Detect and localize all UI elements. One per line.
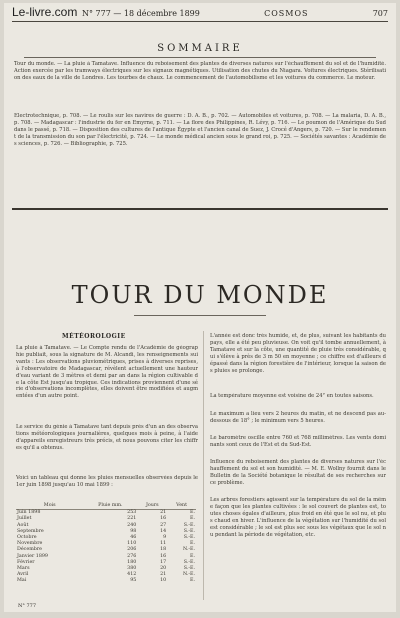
table-cell: S.-E. — [183, 566, 195, 572]
table-cell: E. — [189, 541, 195, 547]
table-cell: 380 — [127, 566, 137, 572]
sommaire-heading: SOMMAIRE — [157, 43, 243, 54]
table-cell: E. — [189, 553, 195, 559]
sommaire-block-2: Électrotechnique, p. 708. — Le roulis sur les navires de guerre : D. A. B., p. 702. — Automobiles et voitures, p. 708. — La malaria, D. A. B., p. 708. — Madagascar : l'industrie du fer en Emyrne, p. 711. — La flore des Philippines, R. Lévy, p. 716. — Le poumon de l'Amérique du Sud dans le passé, p. 718. — Disposition des cultures de l'antique Égypte et l'ancien canal de Suez, J. Crocé d'Angers, p. 720. — Sur le rendement de la transmission du son par l'électricité, p. 724. — Le monde médical ancien sous le grand roi, p. 725. — Sociétés savantes : Académie des sciences, p. 726. — Bibliographie, p. 725. — [14, 113, 386, 147]
meteorology-heading: MÉTÉOROLOGIE — [62, 333, 126, 340]
table-cell: 16 — [160, 516, 167, 522]
rainfall-table — [16, 503, 196, 585]
table-cell: 46 — [130, 535, 137, 541]
table-cell: Mars — [17, 566, 30, 572]
column-divider — [203, 331, 204, 600]
table-cell: S.-E. — [183, 535, 195, 541]
page-number: 707 — [372, 8, 388, 18]
table-cell: N.-E. — [182, 572, 195, 578]
table-cell: Mai — [17, 578, 27, 584]
table-cell: 221 — [127, 516, 137, 522]
table-cell: 98 — [130, 528, 137, 534]
table-cell: 95 — [130, 578, 137, 584]
table-cell: 14 — [160, 528, 167, 534]
scanned-page — [4, 3, 396, 612]
table-cell: 16 — [160, 553, 167, 559]
table-cell: Janvier 1899 — [17, 553, 48, 559]
table-cell: E. — [189, 578, 195, 584]
table-header-cell: Jours — [137, 503, 167, 510]
right-paragraph-5: Influence du reboisement des plantes de diverses natures sur l'échauffement du sol et son humidité. — M. E. Wollny fournit dans le Bulletin de la Société botanique le résultat de ses recherches sur ce problème. — [210, 459, 386, 486]
left-paragraph-2: Le service du génie à Tamatave tant depuis près d'un an des observations météorologiques journalières, quelques mois à peine, à l'aide d'appareils enregistreurs très précis, et nous pouvons citer les chiffres qu'il a obtenus. — [16, 424, 198, 451]
table-cell: Décembre — [17, 547, 42, 553]
left-paragraph-3: Voici un tableau qui donne les pluies mensuelles observées depuis le 1er juin 1898 jusqu'au 10 mai 1899 : — [16, 475, 198, 488]
table-cell: Février — [17, 559, 35, 565]
journal-name: COSMOS — [264, 8, 309, 18]
table-header-cell: Pluie mm. — [83, 503, 137, 510]
table-cell: Novembre — [17, 541, 43, 547]
right-paragraph-3: Le maximum a lieu vers 2 heures du matin, et ne descend pas au-dessous de 18° ; le minimum vers 5 heures. — [210, 411, 386, 424]
sommaire-rule — [24, 57, 376, 58]
table-cell: S.-E. — [183, 522, 195, 528]
table-cell: 20 — [160, 566, 167, 572]
table-cell: 21 — [160, 510, 167, 516]
table-row — [16, 578, 196, 584]
right-paragraph-6: Les arbres forestiers agissent sur la température du sol de la même façon que les plantes cultivées : le sol couvert de plantes est, toutes choses égales d'ailleurs, plus froid en été que le sol nu, et plus chaud en hiver. L'influence de la végétation sur l'humidité du sol est considérable ; le sol est plus sec sous les végétaux que le sol nu pendant la période de végétation, etc. — [210, 497, 386, 538]
table-cell: Avril — [17, 572, 29, 578]
table-cell: N.-E. — [182, 547, 195, 553]
right-paragraph-2: La température moyenne est voisine de 24° en toutes saisons. — [210, 393, 374, 399]
table-cell: 18 — [160, 547, 167, 553]
table-cell: 110 — [127, 541, 137, 547]
table-cell: Juillet — [17, 516, 32, 522]
table-header-row — [16, 503, 196, 510]
watermark: Le-livre.com — [12, 5, 78, 19]
table-cell: 180 — [127, 559, 137, 565]
table-cell: Août — [17, 522, 29, 528]
left-paragraph-1: La pluie à Tamatave. — Le Compte rendu de l'Académie de géographie publiait, sous la signature de M. Alcandi, les renseignements suivants : Les observations pluviométriques, prises à diverses reprises, à l'observatoire de Madagascar, révèlent actuellement une hauteur d'eau variant de 3 mètres et demi par an dans la région cultivable de la côte Est jusqu'au tropique. Ces indications proviennent d'une série d'observations incomplètes, elles doivent être modifiées et augmentées d'un autre point. — [16, 345, 198, 400]
right-paragraph-1: L'année est donc très humide, et, de plus, suivant les habitants du pays, elle a été peu pluvieuse. On voit qu'il tombe annuellement, à Tamatave et sur la côte, une quantité de pluie très considérable, qui s'élève à près de 3 m 50 en moyenne ; ce chiffre est d'ailleurs dépassé dans la région forestière de l'intérieur, lorsque la saison des pluies se prolonge. — [210, 333, 386, 374]
footer-issue: N° 777 — [18, 603, 37, 609]
main-title: TOUR DU MONDE — [71, 281, 329, 309]
table-cell: 240 — [127, 522, 137, 528]
table-cell: S.-E. — [183, 559, 195, 565]
table-cell: S.-E. — [183, 528, 195, 534]
table-row — [16, 510, 196, 517]
table-header-cell: Mois — [16, 503, 83, 510]
table-cell: E. — [189, 510, 195, 516]
table-cell: E. — [189, 516, 195, 522]
table-cell: 9 — [163, 535, 167, 541]
table-cell: 21 — [160, 572, 167, 578]
table-cell: Septembre — [17, 528, 44, 534]
table-cell: 276 — [127, 553, 137, 559]
table-cell: 17 — [160, 559, 167, 565]
table-cell: 412 — [127, 572, 137, 578]
table-cell: 206 — [127, 547, 137, 553]
table-cell: 27 — [160, 522, 167, 528]
right-paragraph-4: Le baromètre oscille entre 760 et 768 millimètres. Les vents dominants sont ceux de l'Est et du Sud-Est. — [210, 435, 386, 448]
table-header-cell: Vent — [167, 503, 196, 510]
table-cell: 10 — [160, 578, 167, 584]
sommaire-bottom-rule — [12, 208, 388, 210]
issue-info: N° 777 — 18 décembre 1899 — [82, 8, 200, 18]
table-cell: 253 — [127, 510, 137, 516]
title-rule — [134, 315, 266, 316]
sommaire-block-1: Tour du monde. — La pluie à Tamatave. Influence du reboisement des plantes de diverses natures sur l'échauffement du sol et de l'humidité. Action exercée par les tramways électriques sur les signaux magnétiques. Utilisation des chutes du Niagara. Voitures électriques. Stérilisation des eaux de la ville de Londres. Les tourbes de chaux. Le commencement de l'automobilisme et les voitures du commerce. Le moteur. — [14, 61, 386, 81]
table-cell: Octobre — [17, 535, 37, 541]
table-cell: Juin 1898 — [17, 510, 41, 516]
table-cell: 11 — [160, 541, 167, 547]
